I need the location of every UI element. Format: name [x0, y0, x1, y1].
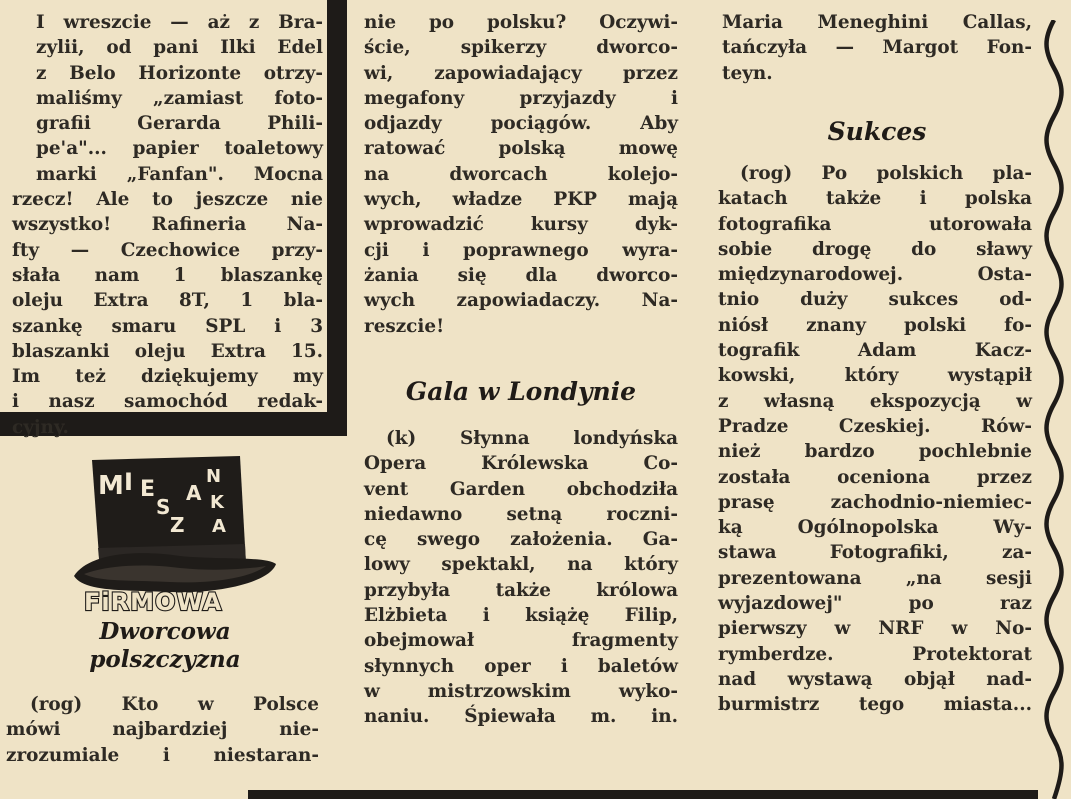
- text-line: przybyła także królowa: [364, 579, 678, 601]
- text-line: lowy spektakl, na który: [364, 554, 678, 576]
- text-line: żania się dla dworco-: [364, 264, 678, 286]
- text-line: wych, władze PKP mają: [364, 189, 678, 211]
- text-line: pierwszy w NRF w No-: [718, 618, 1032, 640]
- text-line: z Belo Horizonte otrzy-: [36, 62, 323, 84]
- text-line: ście, spikerzy dworco-: [364, 37, 678, 59]
- heading-gala-w-londynie: Gala w Londynie: [405, 377, 637, 406]
- text-line: maliśmy „zamiast foto-: [36, 87, 323, 109]
- wavy-border-right: [1036, 20, 1066, 799]
- logo-letter: I: [124, 468, 133, 496]
- heading-dworcowa-polszczyzna: [40, 618, 290, 674]
- text-line: burmistrz tego miasta...: [718, 694, 1032, 716]
- text-line: Pradze Czeskiej. Rów-: [718, 415, 1032, 437]
- text-line: Elżbieta i książę Filip,: [364, 605, 678, 627]
- box-frame-right: [327, 0, 347, 420]
- text-line: (k) Słynna londyńska: [386, 428, 678, 449]
- text-line: reszcie!: [364, 315, 445, 337]
- text-line: tnio duży sukces od-: [718, 289, 1032, 311]
- text-line: zrozumiale i niestaran-: [6, 744, 319, 766]
- text-line: marki „Fanfan". Mocna: [36, 163, 323, 185]
- text-line: mówi najbardziej nie-: [6, 719, 319, 741]
- text-line: zylii, od pani Ilki Edel: [36, 37, 323, 59]
- text-line: odjazdy pociągów. Aby: [364, 113, 678, 135]
- text-line: z własną ekspozycją w: [718, 390, 1032, 412]
- heading-line: polszczyzna: [89, 646, 241, 673]
- text-line: kowski, który wystąpił: [718, 365, 1032, 387]
- text-line: nie po polsku? Oczywi-: [364, 12, 678, 33]
- text-line: cyjny.: [12, 416, 69, 438]
- column-1-bottom-text: [6, 692, 319, 768]
- column-2-bottom-text: [364, 426, 678, 730]
- text-line: prezentowana „na sesji: [718, 567, 1032, 589]
- text-line: na dworcach kolejo-: [364, 163, 678, 185]
- page-bottom-rule: [248, 790, 1038, 799]
- text-line: I wreszcie — aż z Bra-: [36, 12, 323, 33]
- text-line: nież bardzo pochlebnie: [718, 441, 1032, 463]
- text-line: słała nam 1 blaszankę: [12, 264, 323, 286]
- text-line: oleju Extra 8T, 1 bla-: [12, 290, 323, 312]
- text-line: słynnych oper i baletów: [364, 655, 678, 677]
- text-line: została oceniona przez: [718, 466, 1032, 488]
- text-line: obejmował fragmenty: [364, 630, 678, 652]
- logo-letter: A: [186, 481, 202, 505]
- text-line: niósł znany polski fo-: [718, 314, 1032, 336]
- column-2-top-text: [364, 10, 678, 339]
- text-line: Im też dziękujemy my: [12, 366, 323, 388]
- logo-letter: N: [206, 466, 222, 487]
- text-line: Maria Meneghini Callas,: [722, 12, 1032, 33]
- text-line: w mistrzowskim wyko-: [364, 680, 678, 702]
- text-line: i nasz samochód redak-: [12, 391, 323, 413]
- text-line: cji i poprawnego wyra-: [364, 239, 678, 261]
- logo-letter: K: [210, 492, 224, 513]
- logo-firmowa-text: FiRMOWA: [84, 588, 223, 616]
- column-1-top-text: [12, 10, 323, 440]
- text-line: wi, zapowiadający przez: [364, 62, 678, 84]
- text-line: międzynarodowej. Osta-: [718, 264, 1032, 286]
- text-line: (rog) Po polskich pla-: [740, 163, 1032, 184]
- logo-letter: Z: [170, 513, 185, 537]
- text-line: sobie drogę do sławy: [718, 238, 1032, 260]
- text-line: ką Ogólnopolska Wy-: [718, 517, 1032, 539]
- logo-letter: S: [156, 495, 171, 519]
- text-line: fotografika utorowała: [718, 213, 1032, 235]
- text-line: stawa Fotografiki, za-: [718, 542, 1032, 564]
- text-line: blaszanki oleju Extra 15.: [12, 340, 323, 362]
- text-line: pe'a"... papier toaletowy: [36, 138, 323, 160]
- text-line: ratować polską mowę: [364, 138, 678, 160]
- text-line: megafony przyjazdy i: [364, 87, 678, 109]
- text-line: nad wystawą objął nad-: [718, 668, 1032, 690]
- text-line: (rog) Kto w Polsce: [30, 694, 319, 715]
- text-line: Opera Królewska Co-: [364, 453, 678, 475]
- logo-letter: M: [98, 471, 124, 501]
- text-line: wyjazdowej" po raz: [718, 593, 1032, 615]
- text-line: rymberdze. Protektorat: [718, 643, 1032, 665]
- text-line: fty — Czechowice przy-: [12, 239, 323, 261]
- text-line: cę swego założenia. Ga-: [364, 529, 678, 551]
- mieszanka-firmowa-hat-logo: [70, 452, 285, 622]
- text-line: grafii Gerarda Phili-: [36, 113, 323, 135]
- text-line: wszystko! Rafineria Na-: [12, 214, 323, 236]
- text-line: wych zapowiadaczy. Na-: [364, 290, 678, 312]
- column-3-top-text: [722, 10, 1032, 86]
- text-line: teyn.: [722, 62, 773, 84]
- text-line: katach także i polska: [718, 188, 1032, 210]
- text-line: niedawno setną roczni-: [364, 503, 678, 525]
- heading-sukces: Sukces: [827, 117, 927, 146]
- text-line: rzecz! Ale to jeszcze nie: [12, 189, 323, 211]
- logo-letter: A: [212, 516, 226, 537]
- text-line: naniu. Śpiewała m. in.: [364, 706, 678, 728]
- text-line: tografik Adam Kacz-: [718, 340, 1032, 362]
- text-line: tańczyła — Margot Fon-: [722, 37, 1032, 59]
- column-3-bottom-text: [718, 161, 1032, 718]
- text-line: prasę zachodnio-niemiec-: [718, 491, 1032, 513]
- logo-letter: E: [140, 477, 156, 502]
- text-line: wprowadzić kursy dyk-: [364, 214, 678, 236]
- text-line: szankę smaru SPL i 3: [12, 315, 323, 337]
- text-line: vent Garden obchodziła: [364, 478, 678, 500]
- heading-line: Dworcowa: [99, 618, 231, 645]
